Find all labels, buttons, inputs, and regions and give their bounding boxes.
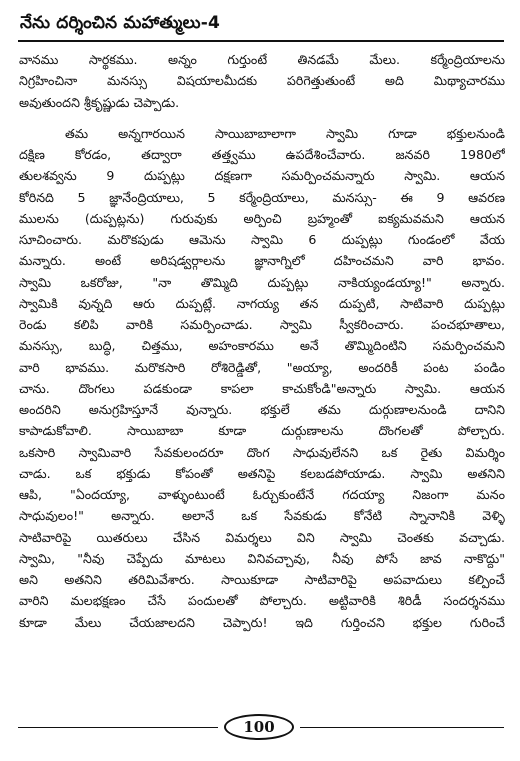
text-line: వారిని మలభక్షణం చేసే పందులతో పోల్చారు. అట్టివారికి శిరిడీ సందర్శనము [19, 593, 505, 609]
text-line: చాను. దొంగలు పడకుండా కాపలా కాచుకోండి"అన్నారు స్వామి. ఆయన [19, 380, 505, 396]
running-head-title: నేను దర్శించిన మహాత్ములు-4 [20, 13, 221, 33]
text-line: సాధువులం!" అన్నారు. అలానే ఒక సేవకుడు కోనేటి స్నానానికి వెళ్ళి [19, 508, 505, 524]
text-line: సాటివారిపై యితరులు చేసిన విమర్శలు విని స్వామి చెంతకు వచ్చాడు. [19, 529, 505, 545]
text-line: స్వామికి వున్నది ఆరు దుప్పట్లే. నాగయ్య తన దుప్పటి, సాటివారి దుప్పట్లు [19, 295, 505, 311]
text-line: తులశవ్వను 9 దుప్పట్లు దక్షణగా సమర్పించమన్నారు స్వామి. ఆయన [19, 168, 505, 184]
text-line: వారి భావము. మరొకసారి రోశిరెడ్డితో, "అయ్యా, అందరికీ పంట పండిం [19, 359, 505, 375]
text-line: దక్షిణ కోరడం, తద్వారా తత్త్వము ఉపదేశించేవారు. జనవరి 1980లో [19, 147, 505, 162]
text-line: నిగ్రహించినా మనస్సు విషయాలమీదకు పరిగెత్తుతుంటే అది మిథ్యాచారము [19, 73, 505, 89]
header-divider [18, 40, 504, 42]
paragraph-2 [19, 123, 505, 633]
text-line: అని అతనిని తరిమివేశారు. సాయికూడా సాటివారిపై అపవాదులు కల్పించే [19, 572, 505, 587]
text-line: మన్నారు. అంటే అరిషడ్వర్గాలను జ్ఞానాగ్నిలో దహించమని వారి భావం. [19, 253, 505, 269]
text-line: అందరిని అనుగ్రహిస్తూనే వున్నారు. భక్తులే తమ దుర్గుణాలనుండి దానిని [19, 402, 505, 417]
text-line: కూడా మేలు చేయజాలదని చెప్పారు! ఇది గుర్తించని భక్తుల గురించే [19, 614, 505, 630]
footer-rule-left [18, 727, 218, 728]
text-line: ఒకసారి స్వామివారి సేవకులందరూ దొంగ సాధువులేనని ఒక రైతు విమర్శిం [19, 444, 505, 460]
paragraph-1 [19, 49, 505, 113]
text-line: ఆపి, "ఏందయ్యా, వాళ్ళుంటుంటే ఓర్చుకుంటేనే గదయ్యా నిజంగా మనం [19, 487, 505, 502]
text-line: స్వామి, "నీవు చెప్పేదు మాటలు వినివచ్చావు, నీవు పోసే జావ నాకొద్దు" [19, 550, 505, 566]
paragraph-gap [19, 113, 505, 123]
text-line: వానము సార్థకము. అన్నం గుర్తుంటే తినడమే మేలు. కర్మేంద్రియాలను [19, 52, 505, 67]
text-line: చాడు. ఒక భక్తుడు కోపంతో అతనిపై కలబడపోయాడు. స్వామి అతనిని [19, 465, 505, 481]
body-text [19, 49, 505, 633]
text-line: స్వామి ఒకరోజు, "నా తొమ్మిది దుప్పట్లు నాకియ్యండయ్యా!" అన్నారు. [19, 274, 505, 290]
text-line: అవుతుందని శ్రీకృష్ణుడు చెప్పాడు. [19, 94, 180, 110]
text-line: కోరినది 5 జ్ఞానేంద్రియాలు, 5 కర్మేంద్రియాలు, మనస్సు- ఈ 9 ఆవరణ [19, 189, 505, 205]
text-line: సూచించారు. మరొకపుడు ఆమెను స్వామి 6 దుప్పట్లు గుండంలో వేయ [19, 232, 505, 247]
text-line: మనస్సు, బుద్ధి, చిత్తము, అహంకారము అనే తొమ్మిదింటిని సమర్పించమని [19, 338, 505, 354]
text-line: కాపాడుకోవాలి. సాయిబాబా కూడా దుర్గుణాలను దొంగలతో పోల్చారు. [19, 423, 505, 439]
footer-rule-right [300, 727, 504, 728]
text-line: తమ అన్నగారయిన సాయిబాబాలాగా స్వామి గూడా భక్తులనుండి [65, 125, 505, 141]
page-number: 100 [224, 714, 294, 740]
text-line: రెండు కలిపి వారికి సమర్పించాడు. స్వామి స్వీకరించారు. పంచభూతాలు, [19, 317, 505, 332]
text-line: ములను (దుప్పట్లను) గురువుకు అర్పించి బ్రహ్మంతో ఐక్యమవమని ఆయన [19, 210, 505, 226]
